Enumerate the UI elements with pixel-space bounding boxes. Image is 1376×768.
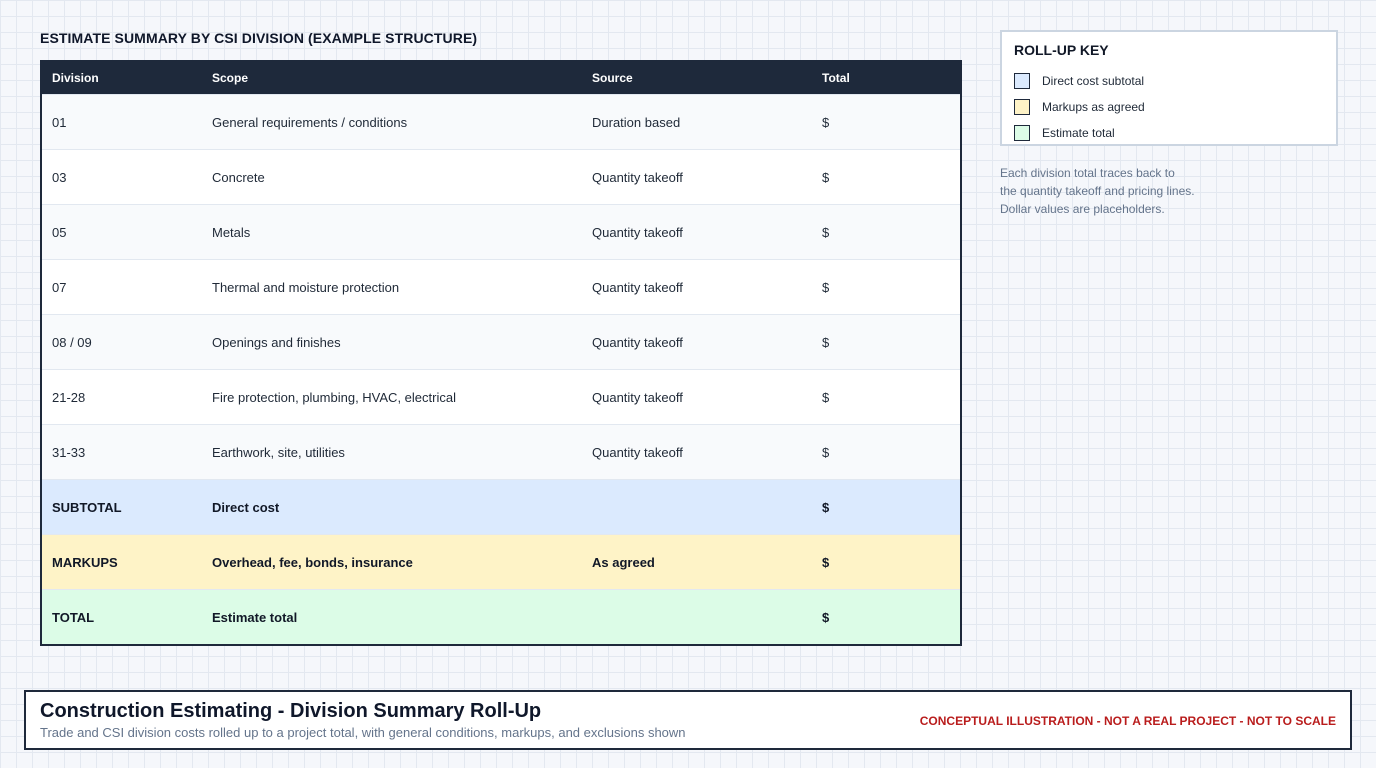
subtotal-scope-cell: Direct cost [202,480,582,535]
scope-cell: Fire protection, plumbing, HVAC, electrical [202,370,582,425]
table-row [42,95,960,150]
column-header-division: Division [42,62,202,95]
total-scope-cell: Estimate total [202,590,582,645]
estimate-summary-table [40,60,962,646]
footer-title: Construction Estimating - Division Summary Roll-Up [40,700,542,722]
footer-subtitle: Trade and CSI division costs rolled up to a project total, with general conditions, markups, and exclusions shown [40,725,686,740]
key-title: ROLL-UP KEY [1014,42,1109,58]
key-item-label: Estimate total [1042,126,1115,140]
table-row [42,205,960,260]
division-cell: 07 [42,260,202,315]
markups-swatch [1014,99,1030,115]
summary-title: ESTIMATE SUMMARY BY CSI DIVISION (EXAMPLE STRUCTURE) [40,30,478,46]
table-row [42,425,960,480]
key-note-line: Dollar values are placeholders. [1000,202,1165,216]
total-cell: $ [812,425,960,480]
key-item-label: Markups as agreed [1042,100,1145,114]
scope-cell: Openings and finishes [202,315,582,370]
table-row [42,150,960,205]
subtotal-row [42,480,960,535]
source-cell: Quantity takeoff [582,370,812,425]
key-note-line: Each division total traces back to [1000,166,1175,180]
markups-source-cell: As agreed [582,535,812,590]
column-header-source: Source [582,62,812,95]
footer-banner [24,690,1352,750]
scope-cell: Concrete [202,150,582,205]
total-cell: $ [812,370,960,425]
total-division-cell: TOTAL [42,590,202,645]
subtotal-division-cell: SUBTOTAL [42,480,202,535]
subtotal-source-cell [582,480,812,535]
scope-cell: General requirements / conditions [202,95,582,150]
table-header-row [42,62,960,95]
division-cell: 31-33 [42,425,202,480]
total-row [42,590,960,645]
source-cell: Quantity takeoff [582,150,812,205]
column-header-scope: Scope [202,62,582,95]
total-cell: $ [812,205,960,260]
table-row [42,370,960,425]
scope-cell: Earthwork, site, utilities [202,425,582,480]
markups-division-cell: MARKUPS [42,535,202,590]
scope-cell: Metals [202,205,582,260]
scope-cell: Thermal and moisture protection [202,260,582,315]
source-cell: Duration based [582,95,812,150]
source-cell: Quantity takeoff [582,260,812,315]
division-cell: 21-28 [42,370,202,425]
key-note [1000,164,1300,218]
total-swatch [1014,125,1030,141]
key-note-line: the quantity takeoff and pricing lines. [1000,184,1195,198]
column-header-total: Total [812,62,960,95]
markups-scope-cell: Overhead, fee, bonds, insurance [202,535,582,590]
total-source-cell [582,590,812,645]
total-cell: $ [812,315,960,370]
subtotal-swatch [1014,73,1030,89]
key-item-subtotal [1014,68,1324,94]
subtotal-total-cell: $ [812,480,960,535]
division-cell: 08 / 09 [42,315,202,370]
key-item-markups [1014,94,1324,120]
source-cell: Quantity takeoff [582,315,812,370]
roll-up-key [1000,30,1338,146]
footer-disclaimer: CONCEPTUAL ILLUSTRATION - NOT A REAL PROJECT - NOT TO SCALE [919,714,1336,728]
total-cell: $ [812,95,960,150]
division-cell: 03 [42,150,202,205]
division-cell: 05 [42,205,202,260]
total-cell: $ [812,260,960,315]
total-cell: $ [812,150,960,205]
source-cell: Quantity takeoff [582,425,812,480]
table-row [42,315,960,370]
markups-row [42,535,960,590]
table-row [42,260,960,315]
key-item-label: Direct cost subtotal [1042,74,1145,88]
markups-total-cell: $ [812,535,960,590]
total-total-cell: $ [812,590,960,645]
division-cell: 01 [42,95,202,150]
key-item-total [1014,120,1324,146]
source-cell: Quantity takeoff [582,205,812,260]
